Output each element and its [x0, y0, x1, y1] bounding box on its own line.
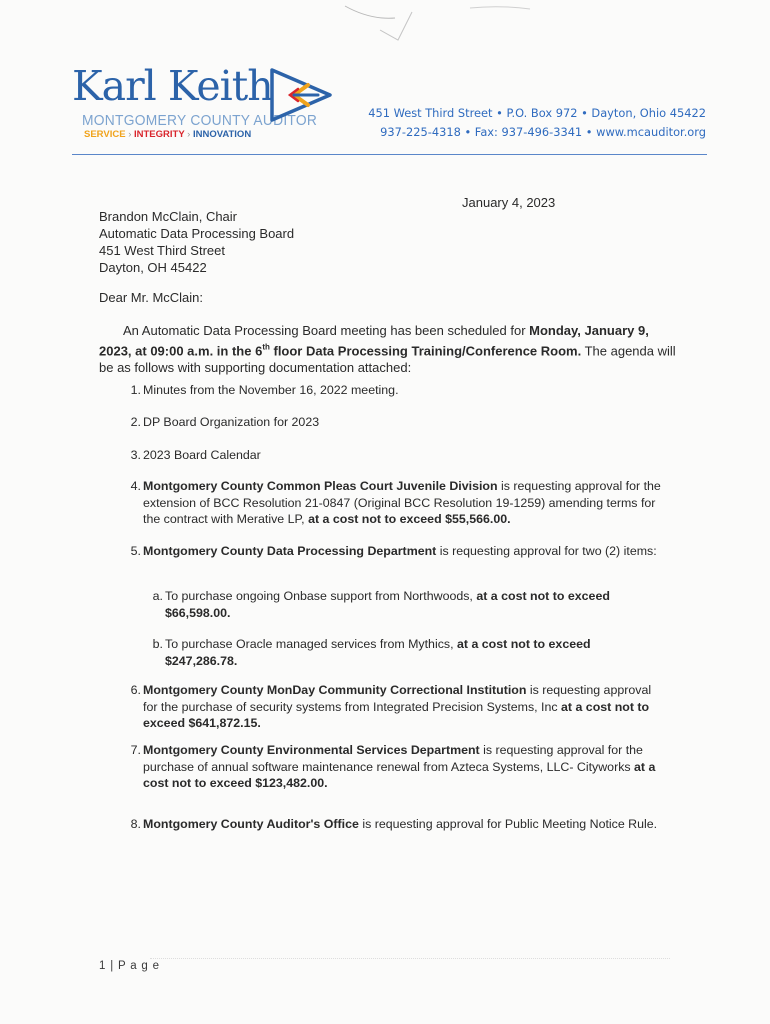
- intro-paragraph: An Automatic Data Processing Board meeting has been scheduled for Monday, January 9, 2023, at 09:00 a.m. in the 6th floor Data Processing Training/Conference Room. The agenda will be as follows with supporting documentation attached:: [99, 323, 676, 376]
- recipient-org: Automatic Data Processing Board: [99, 226, 295, 241]
- page-number: 1 | P a g e: [99, 960, 160, 972]
- recipient-street: 451 West Third Street: [99, 243, 225, 258]
- recipient-address: [99, 208, 294, 276]
- letter-date: January 4, 2023: [462, 195, 556, 210]
- scan-artifact: [0, 0, 770, 60]
- letterhead-contact: [360, 104, 706, 142]
- recipient-city: Dayton, OH 45422: [99, 260, 207, 275]
- footer-divider: [150, 958, 670, 959]
- letterhead-divider: [72, 154, 707, 155]
- logo-name: Karl Keith: [72, 62, 273, 110]
- letterhead-address: 451 West Third Street • P.O. Box 972 • Dayton, Ohio 45422: [368, 106, 706, 120]
- logo-office: MONTGOMERY COUNTY AUDITOR: [82, 112, 318, 129]
- letterhead-phone: 937-225-4318 • Fax: 937-496-3341 • www.mcauditor.org: [380, 125, 706, 139]
- logo-tagline: SERVICE › INTEGRITY › INNOVATION: [84, 129, 252, 140]
- logo-arrow-icon: [268, 68, 334, 122]
- recipient-name: Brandon McClain, Chair: [99, 209, 238, 224]
- salutation: Dear Mr. McClain:: [99, 290, 204, 305]
